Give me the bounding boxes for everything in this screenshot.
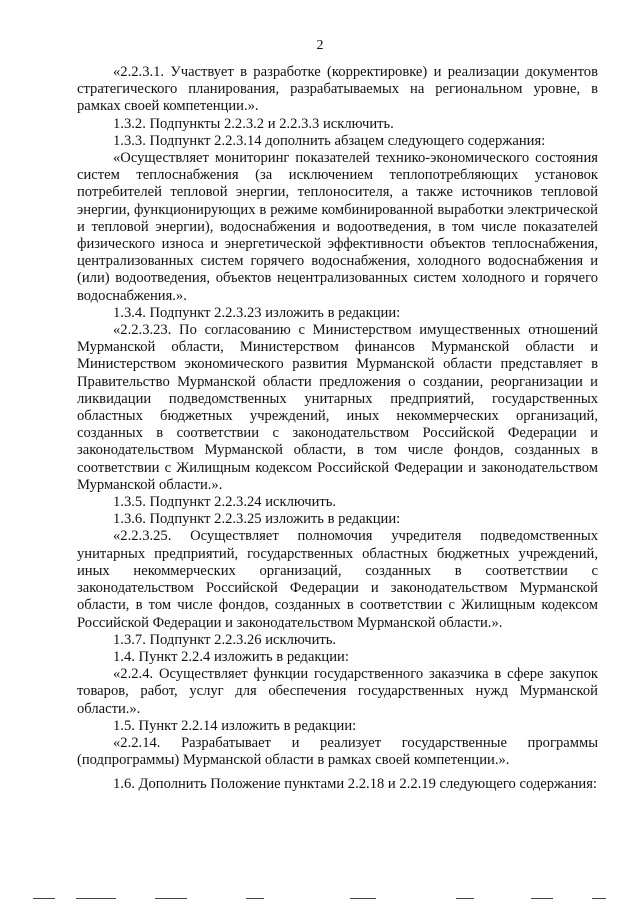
paragraph-item-1-3-6: 1.3.6. Подпункт 2.2.3.25 изложить в редакции: — [113, 511, 401, 528]
footer-rule — [246, 898, 264, 899]
paragraph-item-1-3-7: 1.3.7. Подпункт 2.2.3.26 исключить. — [113, 631, 337, 648]
paragraph-monitoring-text: «Осуществляет мониторинг показателей технико-экономического состояния систем теплоснабжения (за исключением теплопотребляющих установок потребителей тепловой энергии, теплоносителя, а также источников тепловой энергии, функционирующих в режиме комбинированной выработки электрической и тепловой энергии), водоснабжения и водоотведения, в том числе показателей физического износа и энергетической эффективности объектов теплоснабжения, централизованных систем горячего водоснабжения, холодного водоснабжения и (или) водоотведения, объектов нецентрализованных систем холодного и горячего водоснабжения.». — [77, 150, 598, 304]
paragraph-item-1-3-5: 1.3.5. Подпункт 2.2.3.24 исключить. — [113, 494, 337, 511]
page-number: 2 — [316, 38, 324, 53]
footer-rule — [76, 898, 116, 899]
footer-rule — [592, 898, 606, 899]
paragraph-clause-2-2-3-23: «2.2.3.23. По согласованию с Министерством имущественных отношений Мурманской области, Министерством финансов Мурманской области и Министерством экономического развития Мурманской области представляет в Правительство Мурманской области предложения о создании, реорганизации и ликвидации подведомственных унитарных предприятий, государственных областных бюджетных учреждений, иных некоммерческих организаций, созданных в соответствии с законодательством Российской Федерации и законодательством Мурманской области, в том числе фондов, созданных в соответствии с Жилищным кодексом Российской Федерации и законодательством Мурманской области.». — [77, 322, 598, 493]
footer-rule — [33, 898, 55, 899]
paragraph-item-1-3-4: 1.3.4. Подпункт 2.2.3.23 изложить в редакции: — [113, 304, 401, 321]
paragraph-clause-2-2-4: «2.2.4. Осуществляет функции государственного заказчика в сфере закупок товаров, работ, услуг для обеспечения государственных нужд Мурманской области.». — [77, 666, 598, 717]
paragraph-item-1-3-3: 1.3.3. Подпункт 2.2.3.14 дополнить абзацем следующего содержания: — [113, 132, 546, 149]
paragraph-clause-2-2-3-1: «2.2.3.1. Участвует в разработке (корректировке) и реализации документов стратегического планирования, разрабатываемых на региональном уровне, в рамках своей компетенции.». — [77, 64, 598, 115]
footer-rule — [531, 898, 553, 899]
paragraph-clause-2-2-3-25: «2.2.3.25. Осуществляет полномочия учредителя подведомственных унитарных предприятий, государственных областных бюджетных учреждений, иных некоммерческих организаций, созданных в соответствии с законодательством Российской Федерации и законодательством Мурманской области, в том числе фондов, созданных в соответствии с Жилищным кодексом Российской Федерации и законодательством Мурманской области.». — [77, 528, 598, 631]
paragraph-item-1-5: 1.5. Пункт 2.2.14 изложить в редакции: — [113, 717, 357, 734]
paragraph-item-1-3-2: 1.3.2. Подпункты 2.2.3.2 и 2.2.3.3 исключить. — [113, 115, 394, 132]
paragraph-item-1-6: 1.6. Дополнить Положение пунктами 2.2.18 и 2.2.19 следующего содержания: — [113, 776, 597, 793]
footer-rule — [456, 898, 474, 899]
paragraph-item-1-4: 1.4. Пункт 2.2.4 изложить в редакции: — [113, 648, 349, 665]
footer-rule — [155, 898, 187, 899]
footer-rule — [350, 898, 376, 899]
paragraph-clause-2-2-14: «2.2.14. Разрабатывает и реализует государственные программы (подпрограммы) Мурманской области в рамках своей компетенции.». — [77, 734, 598, 769]
document-body — [77, 64, 598, 794]
